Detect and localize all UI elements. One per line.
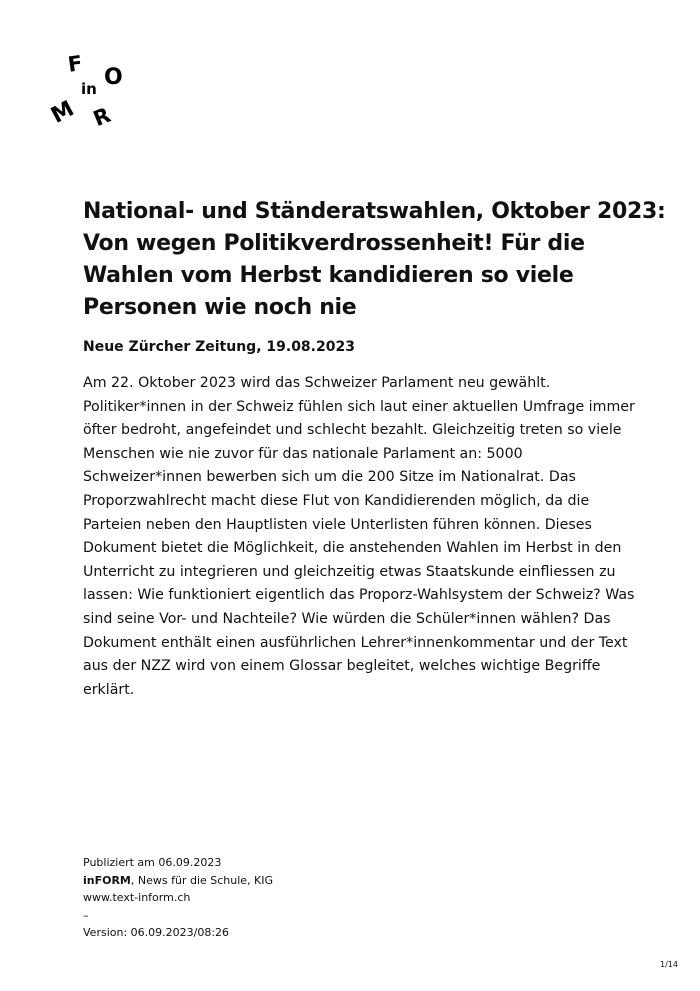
publication-info — [83, 854, 273, 942]
website-link[interactable]: www.text-inform.ch — [83, 891, 191, 905]
separator-dash: – — [83, 908, 89, 922]
page-number: 1/14 — [660, 960, 678, 969]
brand-suffix: , News für die Schule, KIG — [130, 873, 274, 887]
logo-letter-r: R — [89, 102, 114, 132]
article-body: Am 22. Oktober 2023 wird das Schweizer Parlament neu gewählt. Politiker*innen in der Schweiz fühlen sich laut einer aktuellen Umfrage immer öfter bedroht, angefeindet und schlecht bezahlt. Gleichzeitig treten so viele Menschen wie nie zuvor für das nationale Parlament an: 5000 Schweizer*innen bewerben sich um die 200 Sitze im Nationalrat. Das Proporzwahlrecht macht diese Flut von Kandidierenden möglich, da die Parteien neben den Hauptlisten viele Unterlisten führen können. Dieses Dokument bietet die Möglichkeit, die anstehenden Wahlen im Herbst in den Unterricht zu integrieren und gleichzeitig etwas Staatskunde einfliessen zu lassen: Wie funktioniert eigentlich das Proporz-Wahlsystem der Schweiz? Was sind seine Vor- und Nachteile? Wie würden die Schüler*innen wählen? Das Dokument enthält einen ausführlichen Lehrer*innenkommentar und der Text aus der NZZ wird von einem Glossar begleitet, welches wichtige Begriffe erklärt. — [83, 375, 635, 698]
version-info: Version: 06.09.2023/08:26 — [83, 926, 230, 940]
brand-name: inFORM — [83, 873, 131, 887]
logo-letters-in: in — [81, 80, 97, 98]
inform-logo — [47, 51, 132, 132]
logo-letter-o: O — [104, 65, 123, 90]
publisher-line — [83, 872, 273, 890]
logo-letter-m: M — [47, 96, 79, 129]
article-title: National- und Ständeratswahlen, Oktober 2023: Von wegen Politikverdrossenheit! Für die Wahlen vom Herbst kandidieren so viele Personen wie noch nie — [83, 199, 666, 320]
published-date: Publiziert am 06.09.2023 — [83, 856, 222, 869]
logo-letter-f: F — [66, 51, 84, 77]
article-source: Neue Zürcher Zeitung, 19.08.2023 — [83, 339, 355, 355]
